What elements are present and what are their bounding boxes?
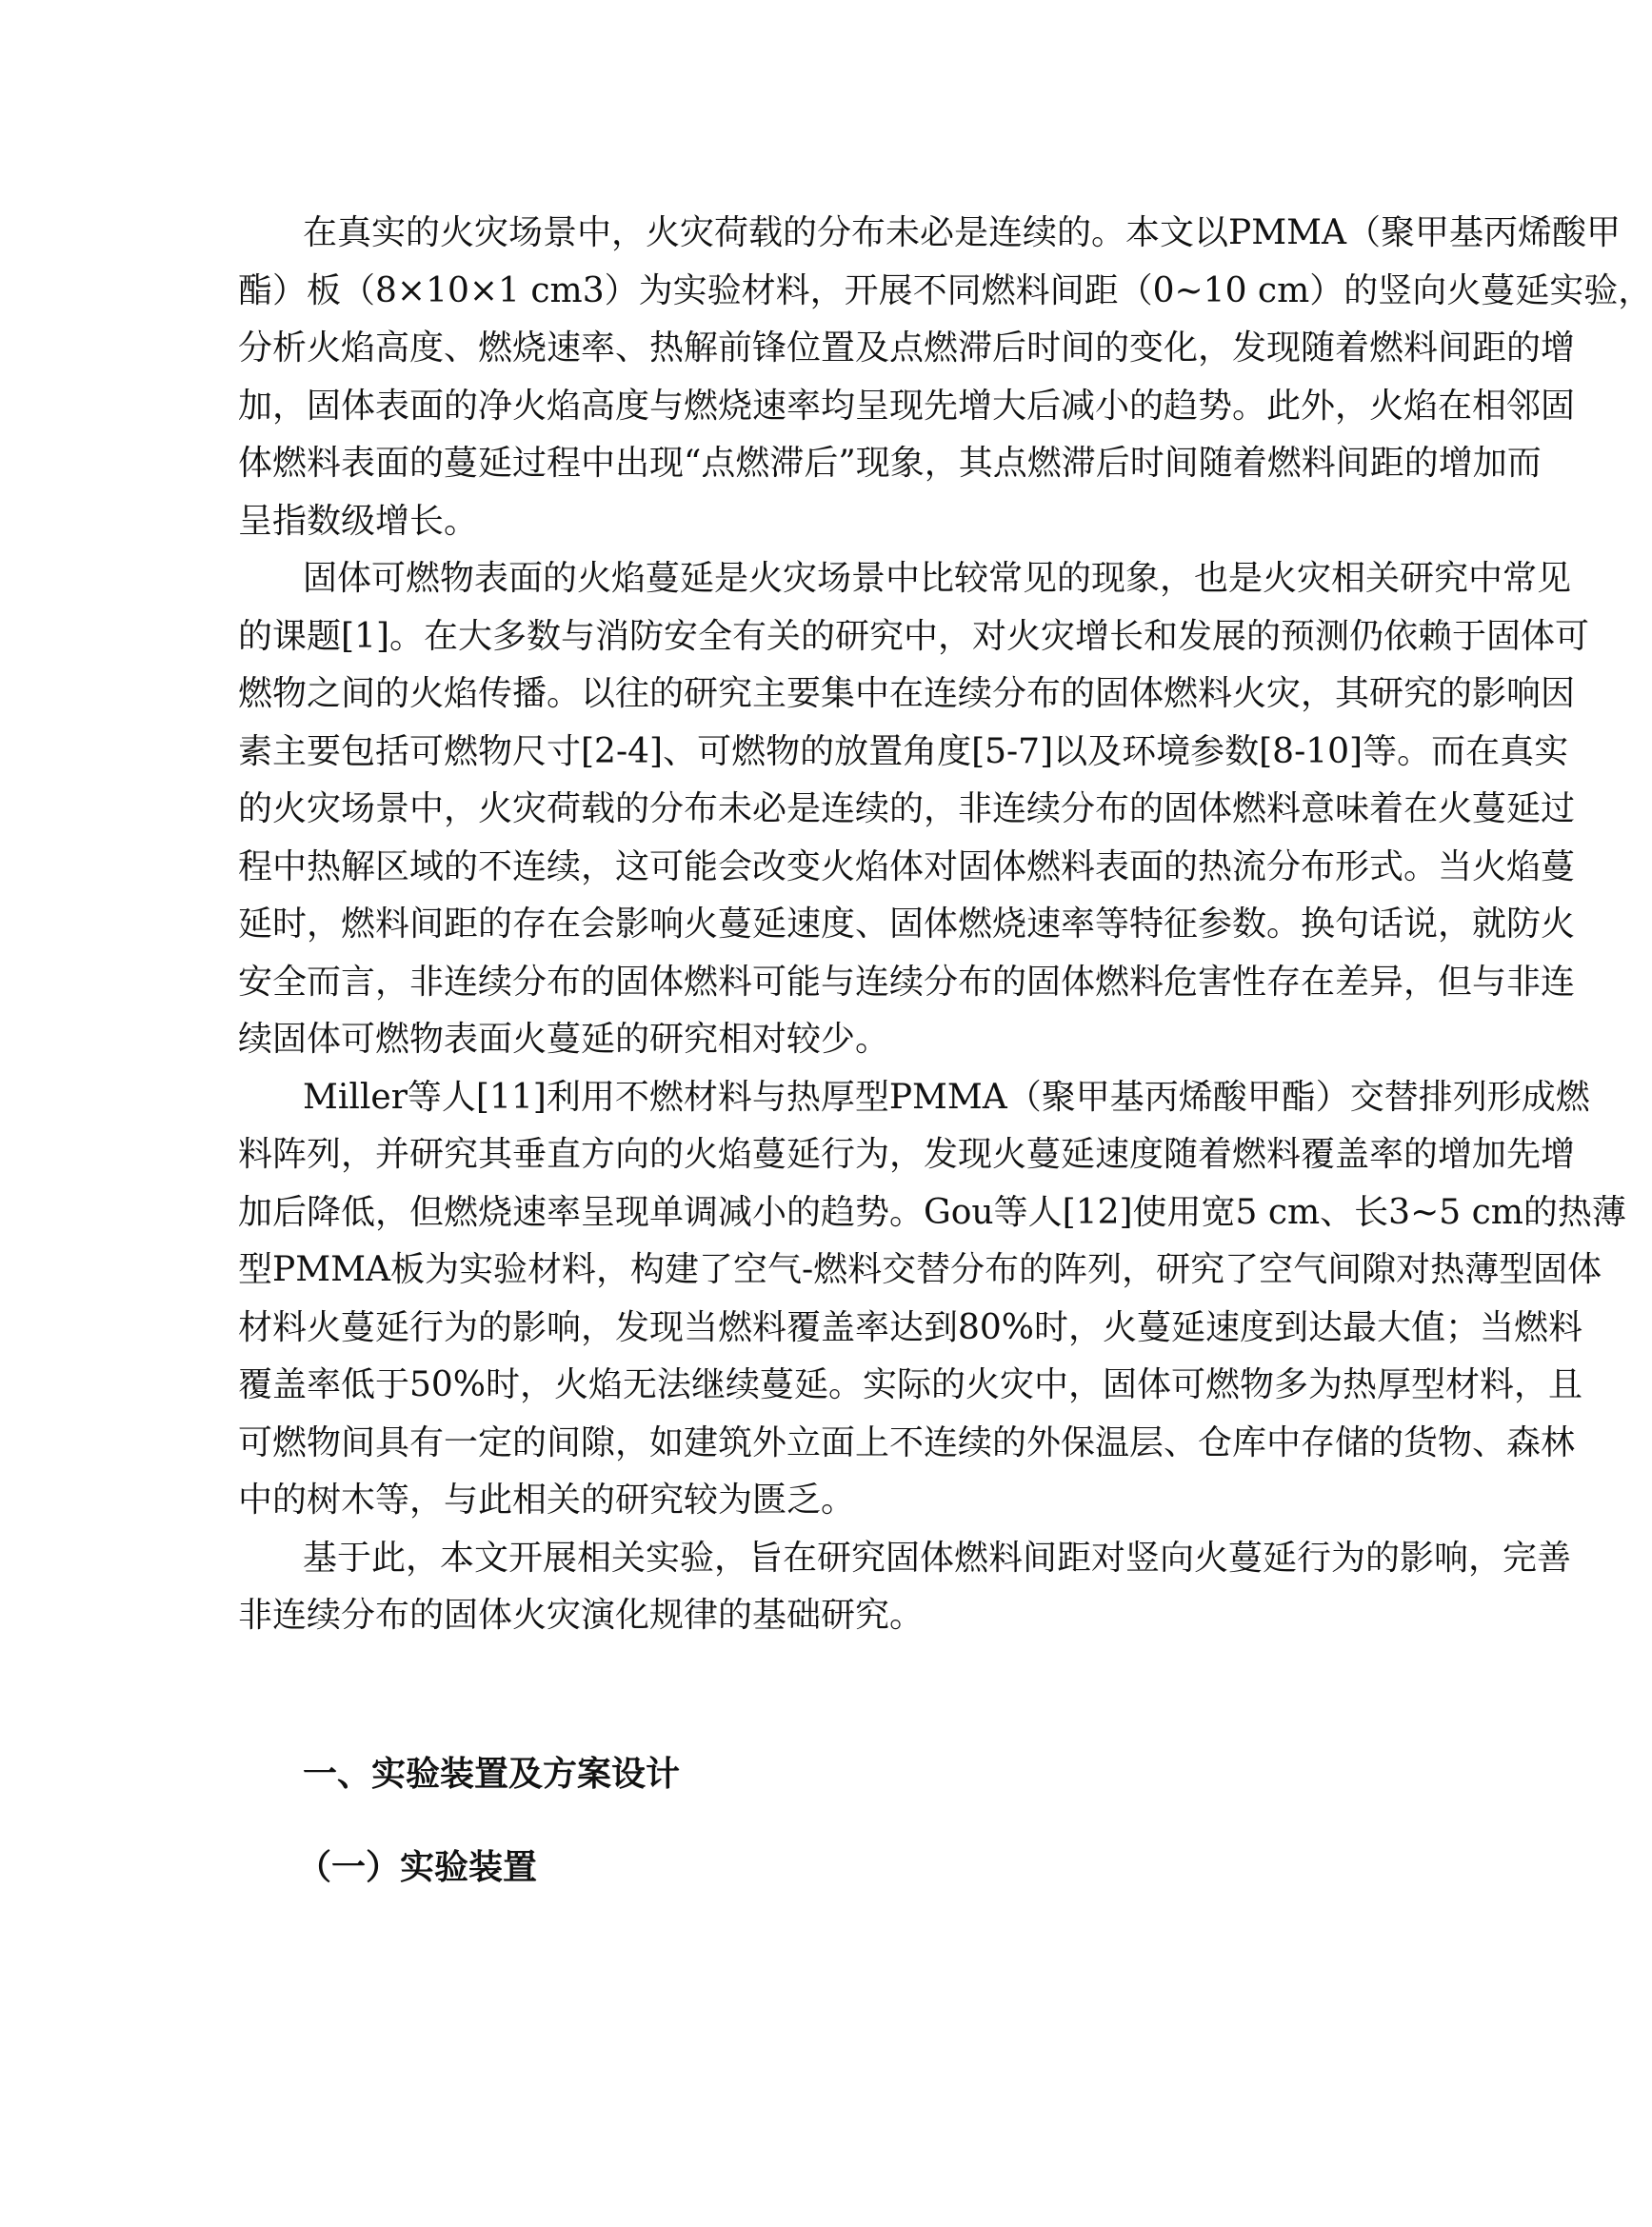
section-heading: 一、实验装置及方案设计 (303, 1755, 681, 1794)
subsection-heading: （一）实验装置 (297, 1848, 538, 1887)
paragraph-line: 素主要包括可燃物尺寸[2-4]、可燃物的放置角度[5-7]以及环境参数[8-10]等。而在真实 (238, 731, 1569, 771)
paragraph-line: 型PMMA板为实验材料，构建了空气-燃料交替分布的阵列，研究了空气间隙对热薄型固体 (238, 1250, 1602, 1289)
paragraph-line: 中的树木等，与此相关的研究较为匮乏。 (238, 1481, 856, 1520)
paragraph-line: 体燃料表面的蔓延过程中出现“点燃滞后”现象，其点燃滞后时间随着燃料间距的增加而 (238, 444, 1542, 483)
paragraph-line: 续固体可燃物表面火蔓延的研究相对较少。 (238, 1020, 890, 1059)
paragraph-line: 料阵列，并研究其垂直方向的火焰蔓延行为，发现火蔓延速度随着燃料覆盖率的增加先增 (238, 1135, 1576, 1174)
paragraph-line: Miller等人[11]利用不燃材料与热厚型PMMA（聚甲基丙烯酸甲酯）交替排列形成燃 (303, 1077, 1590, 1117)
paragraph-line: 的火灾场景中，火灾荷载的分布未必是连续的，非连续分布的固体燃料意味着在火蔓延过 (238, 789, 1576, 828)
paragraph-line: 可燃物间具有一定的间隙，如建筑外立面上不连续的外保温层、仓库中存储的货物、森林 (238, 1422, 1576, 1462)
paragraph-line: 在真实的火灾场景中，火灾荷载的分布未必是连续的。本文以PMMA（聚甲基丙烯酸甲 (303, 213, 1621, 252)
paragraph-line: 加后降低，但燃烧速率呈现单调减小的趋势。Gou等人[12]使用宽5 cm、长3~5 cm的热薄 (238, 1192, 1626, 1232)
paragraph-line: 安全而言，非连续分布的固体燃料可能与连续分布的固体燃料危害性存在差异，但与非连 (238, 962, 1576, 1002)
paragraph-line: 固体可燃物表面的火焰蔓延是火灾场景中比较常见的现象，也是火灾相关研究中常见 (303, 559, 1572, 598)
paragraph-line: 程中热解区域的不连续，这可能会改变火焰体对固体燃料表面的热流分布形式。当火焰蔓 (238, 846, 1576, 886)
paragraph (238, 1069, 1626, 1530)
paragraph-line: 呈指数级增长。 (238, 501, 479, 541)
paragraph-line: 分析火焰高度、燃烧速率、热解前锋位置及点燃滞后时间的变化，发现随着燃料间距的增 (238, 328, 1576, 368)
paragraph-line: 的课题[1]。在大多数与消防安全有关的研究中，对火灾增长和发展的预测仍依赖于固体可 (238, 616, 1589, 656)
paragraph-line: 延时，燃料间距的存在会影响火蔓延速度、固体燃烧速率等特征参数。换句话说，就防火 (238, 905, 1576, 944)
paragraph-line: 酯）板（8×10×1 cm3）为实验材料，开展不同燃料间距（0~10 cm）的竖向火蔓延实验， (238, 270, 1652, 310)
document-body (238, 205, 1652, 1645)
paragraph-line: 覆盖率低于50%时，火焰无法继续蔓延。实际的火灾中，固体可燃物多为热厚型材料，且 (238, 1365, 1583, 1404)
paragraph-line: 基于此，本文开展相关实验，旨在研究固体燃料间距对竖向火蔓延行为的影响，完善 (303, 1538, 1572, 1578)
paragraph-line: 燃物之间的火焰传播。以往的研究主要集中在连续分布的固体燃料火灾，其研究的影响因 (238, 674, 1576, 713)
paragraph-line: 非连续分布的固体火灾演化规律的基础研究。 (238, 1596, 925, 1635)
paragraph-line: 加，固体表面的净火焰高度与燃烧速率均呈现先增大后减小的趋势。此外，火焰在相邻固 (238, 386, 1576, 426)
paragraph (238, 550, 1589, 1069)
paragraph (238, 1530, 1572, 1645)
paragraph (238, 205, 1652, 550)
paragraph-line: 材料火蔓延行为的影响，发现当燃料覆盖率达到80%时，火蔓延速度到达最大值；当燃料 (238, 1307, 1583, 1347)
